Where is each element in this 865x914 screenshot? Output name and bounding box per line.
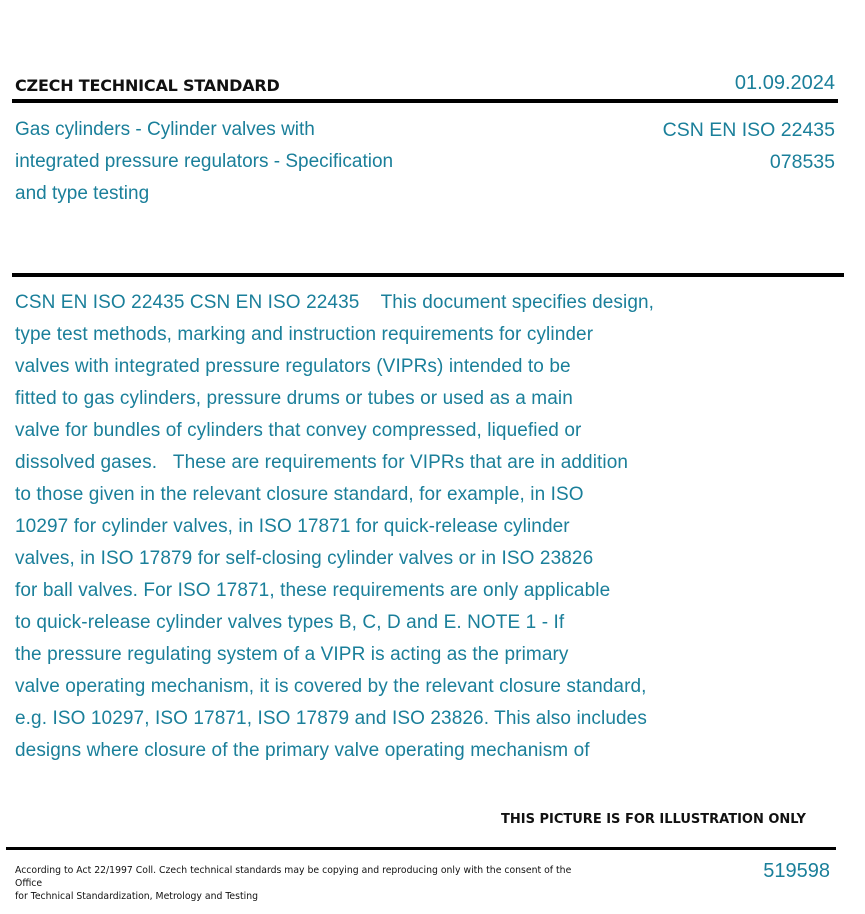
catalog-number: 078535 [769,151,835,173]
illustration-disclaimer: THIS PICTURE IS FOR ILLUSTRATION ONLY [501,812,806,827]
standard-identifiers [663,114,835,178]
legal-notice-line: According to Act 22/1997 Coll. Czech technical standards may be copying and reproducing only with the consent of the Office [15,865,572,889]
document-number: 519598 [763,860,830,882]
section-divider [12,273,844,277]
abstract-line: valve for bundles of cylinders that convey compressed, liquefied or [15,420,582,441]
legal-notice-line: for Technical Standardization, Metrology and Testing [15,891,259,902]
abstract-line: to quick-release cylinder valves types B, C, D and E. NOTE 1 - If [15,612,565,633]
abstract-line: 10297 for cylinder valves, in ISO 17871 for quick-release cylinder [15,516,570,537]
abstract-line: designs where closure of the primary valve operating mechanism of [15,740,590,761]
abstract-line: valves, in ISO 17879 for self-closing cylinder valves or in ISO 23826 [15,548,594,569]
abstract-line: valves with integrated pressure regulators (VIPRs) intended to be [15,356,571,377]
publication-date: 01.09.2024 [734,72,835,94]
header-divider [12,99,838,103]
abstract-text [15,287,735,767]
standard-title [15,114,475,210]
standard-code: CSN EN ISO 22435 [662,119,835,141]
abstract-line: CSN EN ISO 22435 CSN EN ISO 22435 This document specifies design, [15,292,655,313]
abstract-line: type test methods, marking and instruction requirements for cylinder [15,324,594,345]
abstract-line: for ball valves. For ISO 17871, these requirements are only applicable [15,580,611,601]
standard-title-line: and type testing [15,183,150,204]
abstract-line: e.g. ISO 10297, ISO 17871, ISO 17879 and ISO 23826. This also includes [15,708,647,729]
standard-type-label: CZECH TECHNICAL STANDARD [15,76,280,95]
legal-notice [15,864,585,903]
standard-title-line: Gas cylinders - Cylinder valves with [15,119,315,140]
standard-title-line: integrated pressure regulators - Specification [15,151,394,172]
abstract-line: to those given in the relevant closure standard, for example, in ISO [15,484,584,505]
abstract-line: the pressure regulating system of a VIPR is acting as the primary [15,644,569,665]
abstract-line: fitted to gas cylinders, pressure drums or tubes or used as a main [15,388,573,409]
footer-divider [6,847,836,850]
abstract-line: valve operating mechanism, it is covered by the relevant closure standard, [15,676,647,697]
abstract-line: dissolved gases. These are requirements for VIPRs that are in addition [15,452,629,473]
